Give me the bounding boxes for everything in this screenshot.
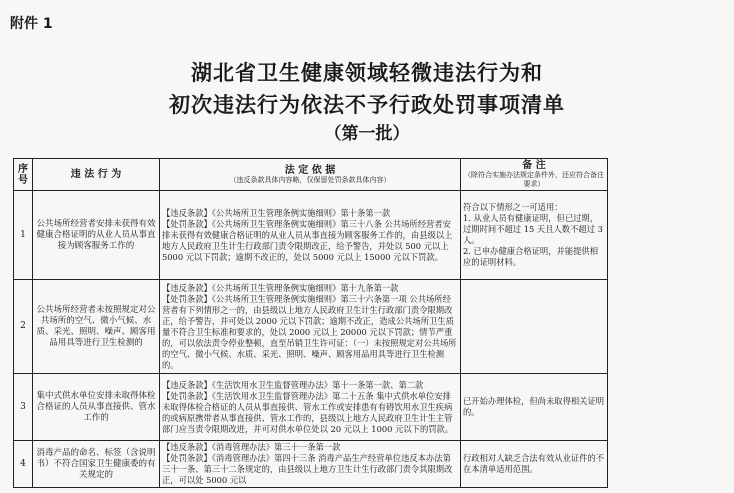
col-basis-header <box>160 159 461 191</box>
remark-line: 行政相对人缺乏合法有效从业证件的不在本清单适用范围。 <box>463 453 605 474</box>
col-basis-title: 法 定 依 据 <box>284 164 336 176</box>
row-index: 2 <box>14 280 33 374</box>
table-row <box>14 191 608 280</box>
row-basis <box>160 374 461 441</box>
row-basis <box>160 441 461 488</box>
table-row <box>14 280 608 374</box>
remark-line: 1. 从业人员有健康证明，但已过期，过期时间不超过 15 天且人数不超过 3 人。 <box>463 213 603 245</box>
row-remark <box>461 441 608 488</box>
basis-penalty-clause: 【处罚条款】《生活饮用水卫生监督管理办法》第二十五条 集中式供水单位安排未取得体检合格证的人员从事直接供、管水工作或安排患有有碍饮用水卫生疾病的或病原携带者从事直接供、管水工作的，县级以上地方人民政府卫生计生主管部门应当责令限期改进，并可对供水单位处以 20 元以上 1000 元以下的罚款。 <box>162 390 454 434</box>
row-violation: 公共场所经营者安排未获得有效健康合格证明的从业人员从事直接为顾客服务工作的 <box>33 191 160 280</box>
row-remark <box>461 374 608 441</box>
col-basis-subtitle: （违反条款具体内容略，仅保留处罚条款具体内容） <box>229 175 391 184</box>
attachment-label: 附件 1 <box>10 16 53 32</box>
table-row <box>14 374 608 441</box>
row-basis <box>160 280 461 374</box>
basis-penalty-clause: 【处罚条款】《消毒管理办法》第四十三条 消毒产品生产经营单位违反本办法第三十一条、第三十二条规定的，由县级以上地方卫生计生行政部门责令其限期改正，可以处 5000 元以 <box>162 453 453 485</box>
row-index: 4 <box>14 441 33 488</box>
col-remark-header <box>461 159 608 191</box>
table-header-row <box>14 159 608 191</box>
col-violation-header: 违 法 行 为 <box>33 159 160 191</box>
row-index: 1 <box>14 191 33 280</box>
col-index-header: 序号 <box>14 159 33 191</box>
basis-violated-clause: 【违反条款】《公共场所卫生管理条例实施细则》第十条第一款 <box>162 207 391 218</box>
document-title-line2: 初次违法行为依法不予行政处罚事项清单 <box>169 92 565 117</box>
row-violation: 集中式供水单位安排未取得体检合格证的人员从事直接供、管水工作的 <box>33 374 160 441</box>
basis-violated-clause: 【违反条款】《公共场所卫生管理条例实施细则》第十九条第一款 <box>162 282 399 293</box>
basis-penalty-clause: 【处罚条款】《公共场所卫生管理条例实施细则》第三十六条第一项 公共场所经营者有下列情形之一的，由县级以上地方人民政府卫生计生行政部门责令限期改正，给予警告，并可处以 2000 元以下罚款；逾期不改正，造成公共场所卫生质量不符合卫生标准和要求的，处以 2000 元以上 20000 元以下罚款；情节严重的，可以依法责令停业整顿，直至吊销卫生许可证：（一）未按照规定对公共场所的空气、微小气候、水质、采光、照明、噪声、顾客用品用具等进行卫生检测的。 <box>162 293 457 370</box>
col-remark-title: 备 注 <box>522 160 546 171</box>
row-index: 3 <box>14 374 33 441</box>
basis-violated-clause: 【违反条款】《生活饮用水卫生监督管理办法》第十一条第一款、第二款 <box>162 379 424 390</box>
document-title-line1: 湖北省卫生健康领域轻微违法行为和 <box>191 60 543 85</box>
row-remark <box>461 280 608 374</box>
document-subtitle: （第一批） <box>324 124 410 144</box>
row-violation: 公共场所经营者未按照规定对公共场所的空气、微小气候、水质、采光、照明、噪声、顾客用品用具等进行卫生检测的 <box>33 280 160 374</box>
table-row <box>14 441 608 488</box>
row-remark <box>461 191 608 280</box>
basis-penalty-clause: 【处罚条款】《公共场所卫生管理条例实施细则》第三十八条 公共场所经营者安排未获得有效健康合格证明的从业人员从事直接为顾客服务工作的，由县级以上地方人民政府卫生计生行政部门责令限期改正，给予警告，并处以 500 元以上 5000 元以下罚款；逾期不改正的，处以 5000 元以上 15000 元以下罚款。 <box>162 218 453 262</box>
remark-line: 2. 已申办健康合格证明，并能提供相应的证明材料。 <box>463 246 599 267</box>
remark-line: 已开始办理体检，但尚未取得相关证明的。 <box>463 396 605 417</box>
row-basis <box>160 191 461 280</box>
basis-violated-clause: 【违反条款】《消毒管理办法》第三十一条第一款 <box>162 442 341 452</box>
remark-line: 符合以下情形之一可适用： <box>463 202 563 212</box>
items-table <box>13 158 608 488</box>
row-violation: 消毒产品的命名、标签（含说明书）不符合国家卫生健康委的有关规定的 <box>33 441 160 488</box>
col-remark-subtitle: （除符合实施办法规定条件外，还应符合备注要求） <box>464 171 604 188</box>
